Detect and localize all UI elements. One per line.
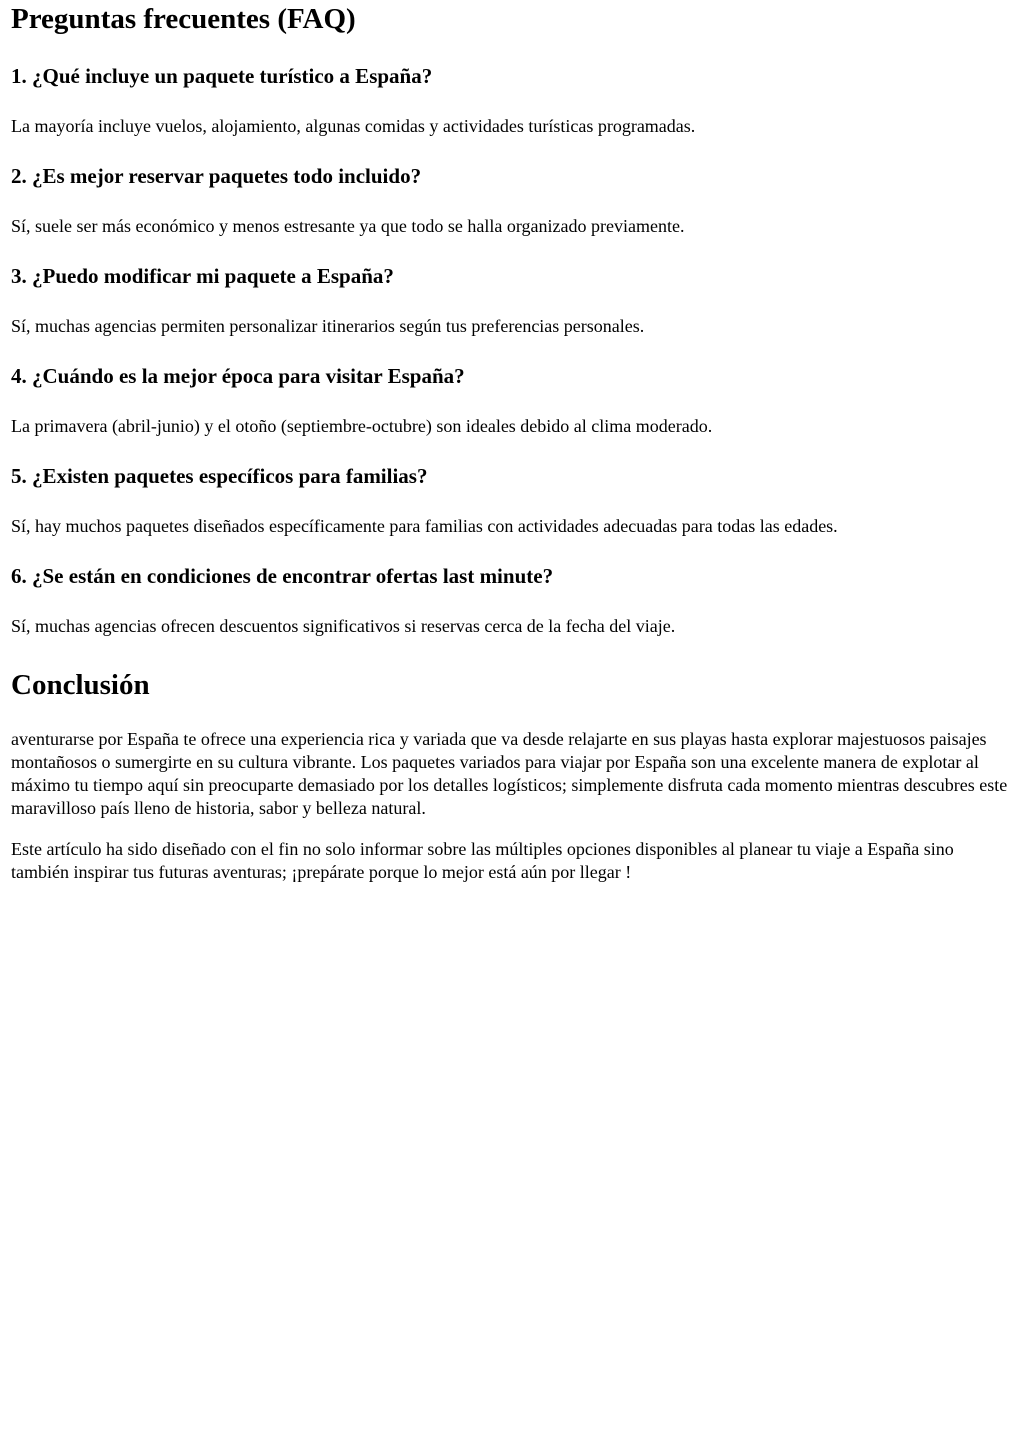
faq-question: 3. ¿Puedo modificar mi paquete a España? (11, 264, 394, 288)
faq-item (11, 364, 1014, 437)
faq-item (11, 64, 1014, 137)
conclusion-paragraph: Este artículo ha sido diseñado con el fin no solo informar sobre las múltiples opciones disponibles al planear tu viaje a España sino también inspirar tus futuras aventuras; ¡prepárate porque lo mejor está aún por llegar ! (11, 839, 954, 882)
faq-answer: Sí, suele ser más económico y menos estresante ya que todo se halla organizado previamente. (11, 216, 685, 236)
faq-answer: Sí, muchas agencias permiten personalizar itinerarios según tus preferencias personales. (11, 316, 645, 336)
faq-title: Preguntas frecuentes (FAQ) (11, 3, 356, 35)
faq-item (11, 464, 1014, 537)
faq-item (11, 164, 1014, 237)
faq-question: 4. ¿Cuándo es la mejor época para visitar España? (11, 364, 465, 388)
faq-question: 1. ¿Qué incluye un paquete turístico a España? (11, 64, 433, 88)
faq-answer: La mayoría incluye vuelos, alojamiento, algunas comidas y actividades turísticas programadas. (11, 116, 696, 136)
faq-question: 6. ¿Se están en condiciones de encontrar ofertas last minute? (11, 564, 554, 588)
faq-item (11, 564, 1014, 637)
faq-item (11, 264, 1014, 337)
faq-answer: Sí, muchas agencias ofrecen descuentos significativos si reservas cerca de la fecha del viaje. (11, 616, 676, 636)
conclusion-paragraph: aventurarse por España te ofrece una experiencia rica y variada que va desde relajarte en sus playas hasta explorar majestuosos paisajes montañosos o sumergirte en su cultura vibrante. Los paquetes variados para viajar por España son una excelente manera de explotar al máximo tu tiempo aquí sin preocuparte demasiado por los detalles logísticos; simplemente disfruta cada momento mientras descubres este maravilloso país lleno de historia, sabor y belleza natural. (11, 729, 1008, 818)
faq-answer: Sí, hay muchos paquetes diseñados específicamente para familias con actividades adecuadas para todas las edades. (11, 516, 838, 536)
faq-question: 2. ¿Es mejor reservar paquetes todo incluido? (11, 164, 422, 188)
faq-question: 5. ¿Existen paquetes específicos para familias? (11, 464, 428, 488)
conclusion-title: Conclusión (11, 669, 150, 701)
conclusion-section (11, 728, 1014, 884)
faq-answer: La primavera (abril-junio) y el otoño (septiembre-octubre) son ideales debido al clima moderado. (11, 416, 713, 436)
